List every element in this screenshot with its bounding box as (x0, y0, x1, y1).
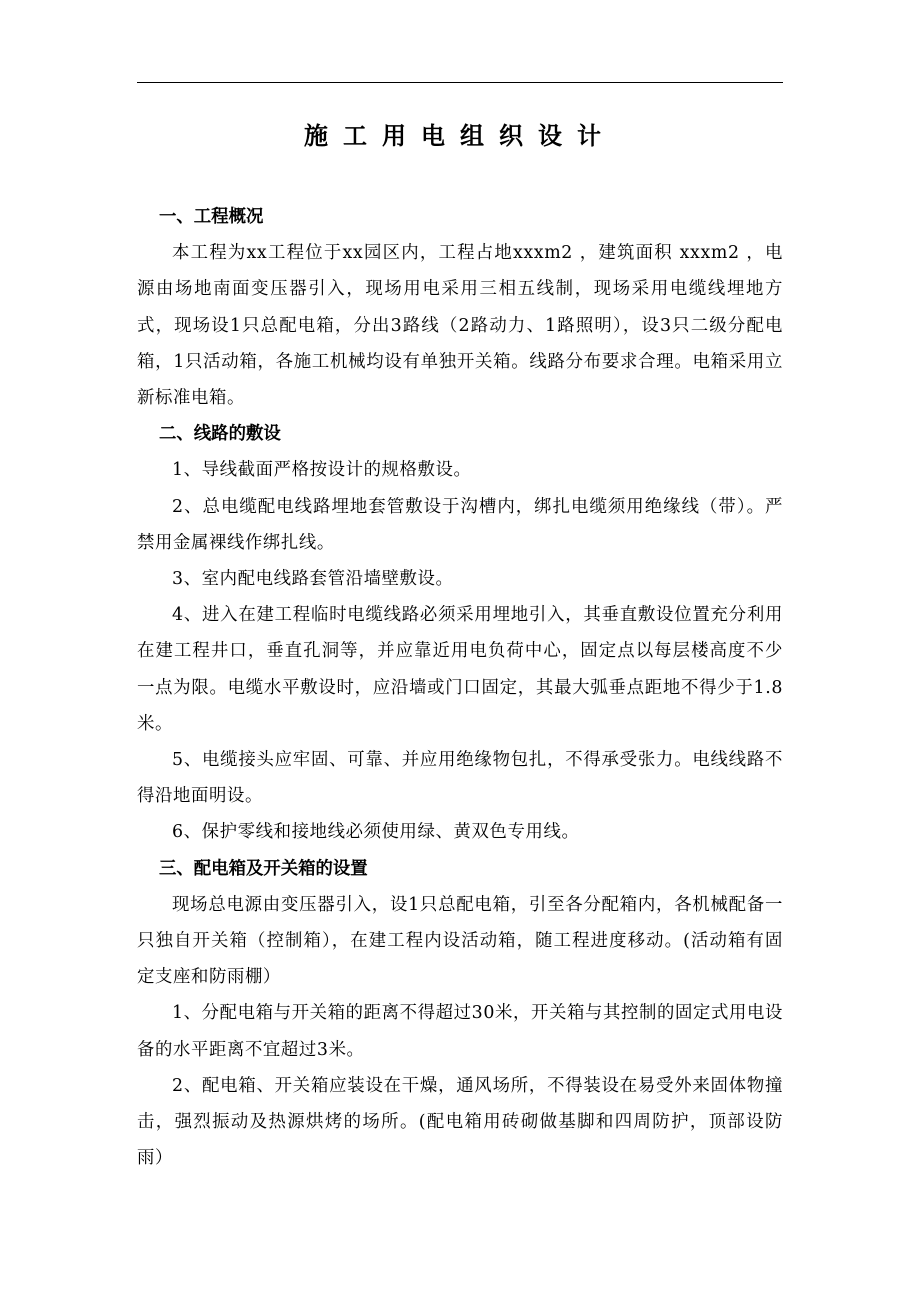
page-title: 施工用电组织设计 (304, 121, 616, 150)
paragraph: 1、分配电箱与开关箱的距离不得超过30米，开关箱与其控制的固定式用电设备的水平距离不宜超过3米。 (137, 1003, 783, 1060)
paragraph: 5、电缆接头应牢固、可靠、并应用绝缘物包扎，不得承受张力。电线线路不得沿地面明设。 (137, 750, 783, 807)
section-heading: 二、线路的敷设 (159, 424, 281, 445)
paragraph: 1、导线截面严格按设计的规格敷设。 (172, 460, 472, 481)
paragraph: 现场总电源由变压器引入，设1只总配电箱，引至各分配箱内，各机械配备一只独自开关箱（控制箱），在建工程内设活动箱，随工程进度移动。(活动箱有固定支座和防雨棚） (137, 894, 783, 988)
paragraph: 3、室内配电线路套管沿墙壁敷设。 (172, 569, 454, 590)
paragraph: 4、进入在建工程临时电缆线路必须采用埋地引入，其垂直敷设位置充分利用在建工程井口，垂直孔洞等，并应靠近用电负荷中心，固定点以每层楼高度不少一点为限。电缆水平敷设时，应沿墙或门口固定，其最大弧垂点距地不得少于1.8米。 (137, 605, 783, 734)
paragraph: 2、总电缆配电线路埋地套管敷设于沟槽内，绑扎电缆须用绝缘线（带）。严禁用金属裸线作绑扎线。 (137, 496, 783, 553)
section-project-overview (137, 199, 783, 416)
header-rule (137, 82, 783, 83)
section-heading: 三、配电箱及开关箱的设置 (159, 858, 368, 879)
paragraph: 本工程为xx工程位于xx园区内，工程占地xxxm2 ，建筑面积 xxxm2 ，电源由场地南面变压器引入，现场用电采用三相五线制，现场采用电缆线埋地方式，现场设1只总配电箱，分出3路线（2路动力、1路照明），设3只二级分配电箱，1只活动箱，各施工机械均设有单独开关箱。线路分布要求合理。电箱采用立新标准电箱。 (137, 243, 783, 409)
paragraph: 2、配电箱、开关箱应装设在干燥，通风场所，不得装设在易受外来固体物撞击，强烈振动及热源烘烤的场所。(配电箱用砖砌做基脚和四周防护，顶部设防雨） (137, 1075, 783, 1169)
paragraph: 6、保护零线和接地线必须使用绿、黄双色专用线。 (172, 822, 580, 843)
section-distribution-boxes (137, 851, 783, 1177)
section-heading: 一、工程概况 (159, 207, 264, 227)
section-line-laying (137, 416, 783, 850)
document-body (137, 199, 783, 1176)
